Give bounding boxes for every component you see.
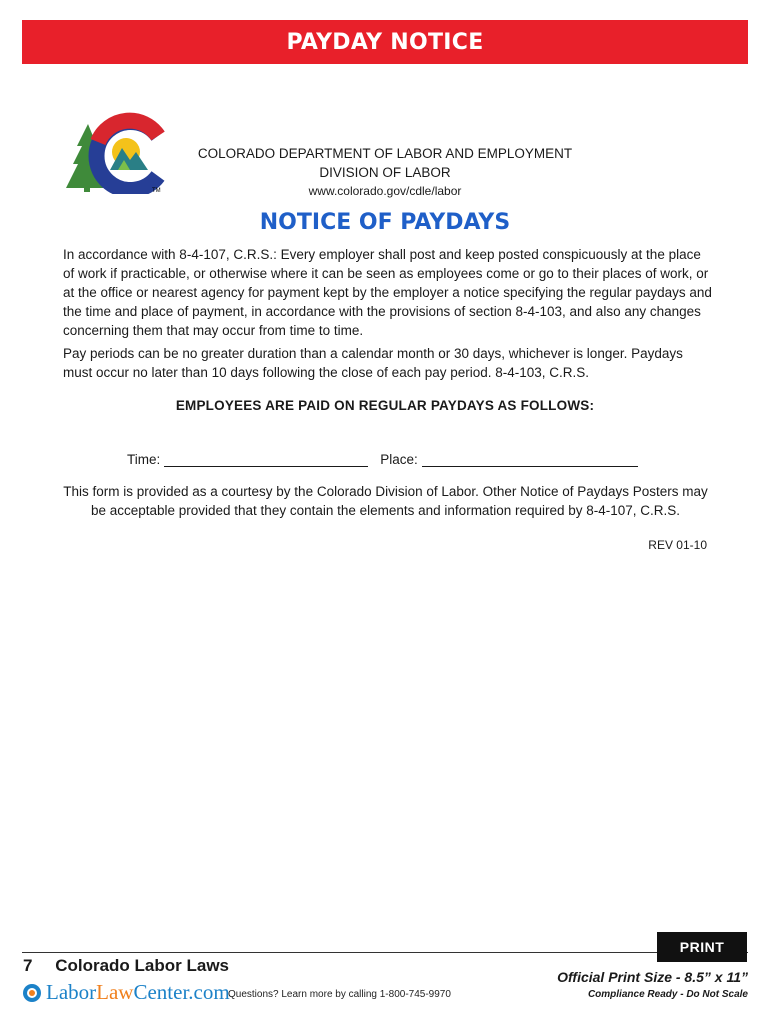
footer-divider <box>22 952 748 953</box>
laborlawcenter-logo[interactable] <box>22 980 230 1005</box>
location-pin-icon <box>22 983 42 1003</box>
courtesy-note: This form is provided as a courtesy by the Colorado Division of Labor. Other Notice of Paydays Posters may be acceptable provided that they contain the elements and information required by 8-4-107, C.R.S. <box>63 484 708 518</box>
agency-url: www.colorado.gov/cdle/labor <box>308 184 462 198</box>
employees-heading: EMPLOYEES ARE PAID ON REGULAR PAYDAYS AS FOLLOWS: <box>175 398 595 413</box>
page-number: 7 <box>23 956 33 975</box>
time-field[interactable] <box>164 452 368 467</box>
questions-text: Questions? Learn more by calling 1-800-745-9970 <box>228 989 451 1000</box>
print-button[interactable]: PRINT <box>657 932 747 962</box>
section-title: Colorado Labor Laws <box>55 956 229 975</box>
agency-line-2: DIVISION OF LABOR <box>319 165 451 180</box>
time-label: Time: <box>127 452 161 467</box>
agency-header <box>185 144 585 201</box>
place-label: Place: <box>380 452 418 467</box>
payday-notice-banner <box>22 20 748 64</box>
trademark-symbol: TM <box>152 188 161 194</box>
statute-paragraph: In accordance with 8-4-107, C.R.S.: Every employer shall post and keep posted conspicuously at the place of work if practicable, or otherwise where it can be seen as employees come or go to their places of work, or at the office or nearest agency for payment kept by the employer a notice specifying the regular paydays and the time and place of payment, in accordance with the provisions of section 8-4-103, and also any changes concerning them that may occur from time to time. <box>63 247 712 338</box>
brand-wordmark: LaborLawCenter.com <box>46 980 230 1004</box>
official-print-size: Official Print Size - 8.5” x 11” <box>557 969 748 985</box>
colorado-c-logo-icon <box>60 106 170 194</box>
revision-label: REV 01-10 <box>648 538 707 552</box>
compliance-note: Compliance Ready - Do Not Scale <box>587 989 748 1000</box>
notice-title: NOTICE OF PAYDAYS <box>259 210 511 235</box>
place-field[interactable] <box>422 452 638 467</box>
payday-fields <box>127 452 638 467</box>
footer-section <box>23 956 229 976</box>
pay-period-paragraph: Pay periods can be no greater duration than a calendar month or 30 days, whichever is longer. Paydays must occur no later than 10 days following the close of each pay period. 8-4-103, C.R.S. <box>63 346 683 380</box>
agency-line-1: COLORADO DEPARTMENT OF LABOR AND EMPLOYMENT <box>197 146 573 161</box>
banner-title: PAYDAY NOTICE <box>286 29 484 55</box>
